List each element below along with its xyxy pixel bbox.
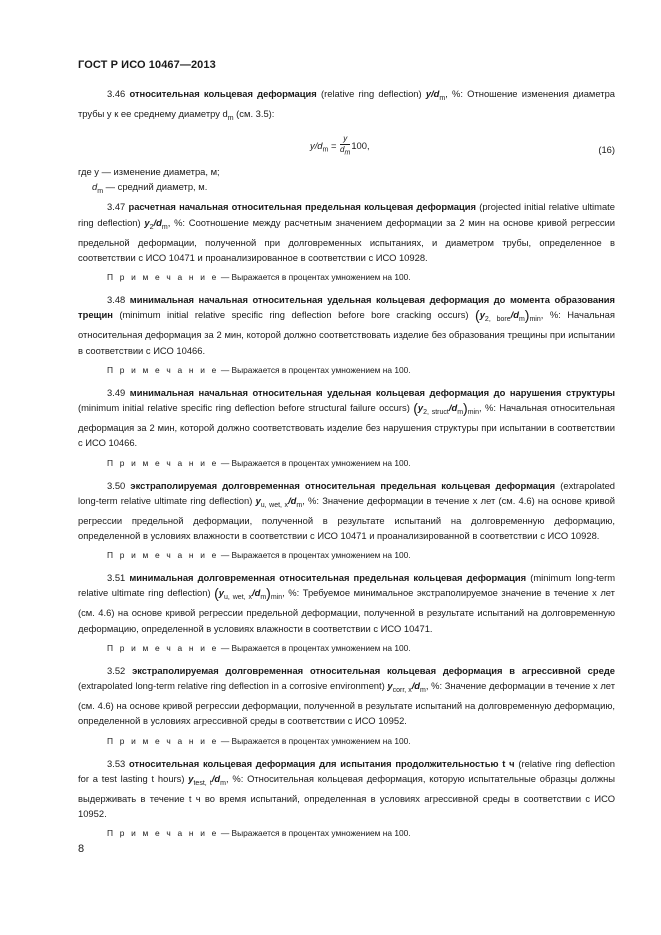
section-number: 3.49 bbox=[107, 386, 130, 398]
where-dm-sub: m bbox=[97, 188, 104, 196]
note bbox=[78, 364, 615, 377]
document-body bbox=[78, 86, 615, 848]
section-number: 3.48 bbox=[107, 294, 130, 306]
term-en: (extrapolated long-term relative ring deflection in a corrosive environment) bbox=[78, 680, 388, 692]
formula-eq: = bbox=[328, 139, 340, 151]
symbol: y bbox=[479, 309, 485, 321]
term: экстраполируемая долговременная относительная кольцевая деформация в агрессивной среде bbox=[132, 664, 615, 676]
symbol-sub: 2, struct bbox=[423, 408, 449, 416]
definition: , %: Значение деформации в течение x лет (см. 4.6) на основе кривой регрессии деформации, полученной в результате испытаний на долговременную деформацию, определенной в условиях агрессивной среды в соответствии с ИСО 10952. bbox=[78, 680, 616, 727]
paren-open: ( bbox=[413, 400, 418, 417]
denominator-sub: m bbox=[344, 149, 351, 157]
symbol: y bbox=[417, 402, 424, 414]
definition: , %: Начальная относительная деформация за 2 мин, которой должно соответствовать изделие без нарушения структуры при испытании в соответствии с ИСО 10466. bbox=[78, 402, 615, 449]
term-en: (minimum initial relative specific ring deflection before structural failure occurs) bbox=[78, 402, 414, 414]
term: относительная кольцевая деформация для испытания продолжительностью t ч bbox=[129, 757, 515, 769]
formula-lhs-sub: m bbox=[322, 146, 329, 154]
formula-expression bbox=[310, 134, 370, 159]
denominator-var: d bbox=[340, 145, 345, 155]
term-en: (projected initial relative ultimate ring deflection) bbox=[78, 201, 615, 228]
note-text: — Выражается в процентах умножением на 100. bbox=[218, 735, 411, 746]
symbol-2: /d bbox=[448, 402, 458, 414]
symbol-sub-2: m bbox=[161, 223, 168, 231]
term: экстраполируемая долговременная относительная предельная кольцевая деформация bbox=[130, 479, 556, 491]
symbol-2: /d bbox=[211, 772, 221, 784]
symbol-sub: u, wet, x bbox=[260, 501, 289, 509]
formula-number: (16) bbox=[598, 144, 615, 156]
paren-close: ) bbox=[524, 307, 530, 324]
note bbox=[78, 827, 615, 840]
definition: , %: Значение деформации в течение x лет (см. 4.6) на основе кривой регрессии предельной деформации, полученной в результате испытаний на долговременную деформацию, определенной в условиях влажности в соответствии с ИСО 10471 и проанализированной в соответствии с ИСО 10928. bbox=[78, 494, 615, 541]
section-3-47 bbox=[78, 199, 615, 265]
where-dm bbox=[78, 179, 615, 199]
note-text: — Выражается в процентах умножением на 100. bbox=[218, 457, 411, 468]
note-label: П р и м е ч а н и е bbox=[107, 272, 219, 283]
formula-fraction bbox=[340, 134, 350, 159]
symbol-sub: 2 bbox=[149, 223, 154, 231]
paren-open: ( bbox=[214, 585, 219, 602]
note-text: — Выражается в процентах умножением на 100. bbox=[218, 550, 411, 561]
paren-open: ( bbox=[475, 307, 480, 324]
where-dm-var: d bbox=[92, 181, 98, 193]
term: минимальная начальная относительная удельная кольцевая деформация до момента образования трещин bbox=[78, 294, 615, 321]
note bbox=[78, 457, 615, 470]
note bbox=[78, 642, 615, 655]
definition: , %: Отношение изменения диаметра трубы y к ее среднему диаметру d bbox=[78, 88, 615, 120]
symbol-sub-2: m bbox=[260, 594, 267, 602]
note-label: П р и м е ч а н и е bbox=[107, 735, 219, 746]
term: расчетная начальная относительная предельная кольцевая деформация bbox=[128, 201, 477, 213]
term-en: (extrapolated long-term relative ultimate ring deflection) bbox=[78, 479, 616, 506]
symbol-sub-2: m bbox=[518, 316, 525, 324]
definition: , %: Начальная относительная деформация за 2 мин, которой должно соответствовать изделие без образования трещины при испытании в соответствии с ИСО 10466. bbox=[78, 309, 615, 356]
paren-close: ) bbox=[463, 400, 468, 417]
note-text: — Выражается в процентах умножением на 100. bbox=[218, 642, 411, 653]
fraction-numerator: y bbox=[340, 134, 350, 145]
term: минимальная долговременная относительная предельная кольцевая деформация bbox=[129, 572, 527, 584]
symbol-sub: u, wet, x bbox=[224, 594, 252, 602]
symbol-sub-2: m bbox=[420, 686, 426, 694]
symbol-2: /d bbox=[411, 680, 421, 692]
symbol-sub-2: m bbox=[457, 408, 464, 416]
note-text: — Выражается в процентах умножением на 100. bbox=[218, 272, 411, 283]
definition: , %: Соотношение между расчетным значением деформации за 2 мин на основе кривой регрессии предельной деформации, полученной при долговременных испытаниях, и диаметром трубы, определенное в соответствии с ИСО 10471 и проанализированное в соответствии с ИСО 10928. bbox=[78, 216, 615, 263]
symbol-sub: test, t bbox=[193, 779, 212, 787]
note-text: — Выражается в процентах умножением на 100. bbox=[218, 364, 411, 375]
definition: , %: Относительная кольцевая деформация, которую испытательные образцы должны выдерживать в течение t ч во время испытаний, определенная в условиях агрессивной среды в соответствии с ИСО 10952. bbox=[78, 772, 616, 820]
note-text: — Выражается в процентах умножением на 100. bbox=[218, 828, 411, 839]
symbol: y bbox=[387, 680, 393, 692]
definition-sub: m bbox=[227, 114, 234, 122]
where-dm-text: — средний диаметр, м. bbox=[103, 181, 208, 193]
section-number: 3.46 bbox=[107, 88, 130, 99]
symbol: y bbox=[188, 772, 194, 784]
where-y: где y — изменение диаметра, м; bbox=[78, 166, 220, 178]
term-en: (relative ring deflection for a test lasting t hours) bbox=[78, 757, 615, 784]
symbol-sub-3: min bbox=[467, 408, 479, 416]
section-3-53 bbox=[78, 756, 615, 822]
section-3-52 bbox=[78, 663, 615, 729]
definition: , %: Требуемое минимальное экстраполируемое значение в течение x лет (см. 4.6) на основе кривой регрессии предельной деформации, полученной в результате испытаний на долговременную деформацию, определенной в условиях влажности в соответствии с ИСО 10471. bbox=[78, 587, 615, 634]
term: минимальная начальная относительная удельная кольцевая деформация до нарушения структуры bbox=[129, 386, 615, 398]
note bbox=[78, 735, 615, 748]
fraction-denominator bbox=[340, 145, 350, 159]
page-number: 8 bbox=[78, 843, 85, 855]
section-number: 3.51 bbox=[107, 572, 130, 584]
note bbox=[78, 271, 615, 284]
section-number: 3.52 bbox=[107, 664, 133, 676]
section-3-48 bbox=[78, 292, 615, 358]
definition-end: (см. 3.5): bbox=[233, 108, 275, 120]
section-number: 3.53 bbox=[107, 757, 130, 769]
note-label: П р и м е ч а н и е bbox=[107, 364, 219, 375]
section-number: 3.50 bbox=[107, 479, 131, 491]
symbol-2: /d bbox=[251, 587, 261, 599]
term-en: (relative ring deflection) bbox=[316, 88, 426, 99]
document-header: ГОСТ Р ИСО 10467—2013 bbox=[78, 59, 216, 71]
symbol: y/d bbox=[425, 88, 440, 99]
paren-close: ) bbox=[266, 585, 271, 602]
term-en: (minimum initial relative specific ring deflection before bore cracking occurs) bbox=[112, 309, 476, 321]
note bbox=[78, 549, 615, 562]
section-3-49 bbox=[78, 385, 615, 451]
formula-lhs: y/d bbox=[310, 139, 323, 151]
section-3-51 bbox=[78, 570, 615, 636]
where-block bbox=[78, 164, 615, 199]
symbol-2: /d bbox=[288, 494, 297, 506]
symbol-sub-2: m bbox=[296, 501, 303, 509]
symbol: y bbox=[218, 587, 225, 599]
symbol-sub-2: m bbox=[220, 779, 226, 787]
symbol-sub-3: min bbox=[270, 594, 283, 602]
note-label: П р и м е ч а н и е bbox=[107, 457, 219, 468]
section-3-46 bbox=[78, 86, 615, 126]
symbol: y bbox=[144, 216, 150, 228]
symbol-sub: 2, bore bbox=[484, 316, 511, 324]
symbol: y bbox=[255, 494, 261, 506]
note-label: П р и м е ч а н и е bbox=[107, 550, 219, 561]
symbol-2: /d bbox=[153, 216, 162, 228]
term-en: (minimum long-term relative ultimate ring deflection) bbox=[78, 572, 616, 599]
term: относительная кольцевая деформация bbox=[129, 88, 317, 99]
note-label: П р и м е ч а н и е bbox=[107, 828, 219, 839]
formula-16 bbox=[78, 130, 615, 164]
formula-tail: 100, bbox=[351, 139, 370, 151]
section-3-50 bbox=[78, 478, 615, 544]
note-label: П р и м е ч а н и е bbox=[107, 642, 219, 653]
symbol-2: /d bbox=[510, 309, 519, 321]
symbol-sub-3: min bbox=[529, 316, 541, 324]
symbol-sub: m bbox=[439, 94, 446, 102]
section-number: 3.47 bbox=[107, 201, 129, 213]
symbol-sub: corr, x bbox=[392, 686, 412, 694]
